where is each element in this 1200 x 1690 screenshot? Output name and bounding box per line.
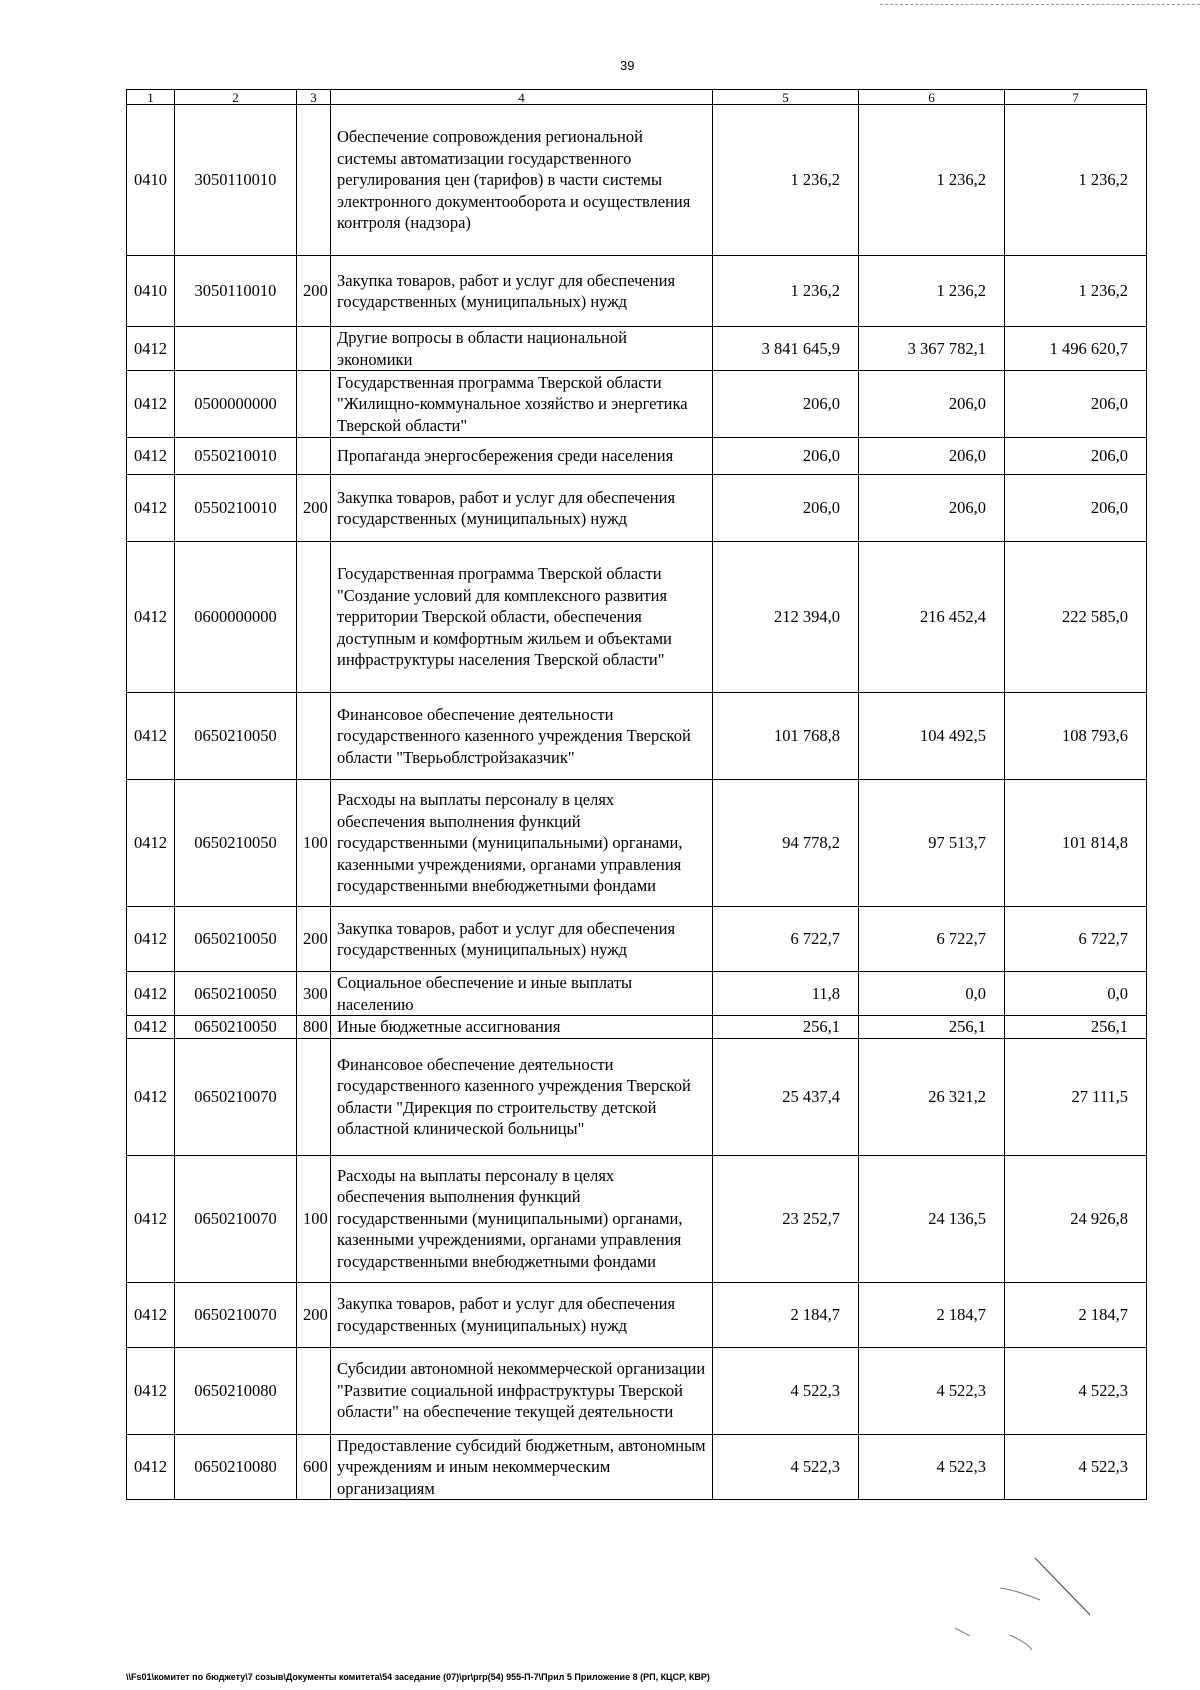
target-article-code: 0650210070	[175, 1282, 297, 1347]
table-row	[127, 1016, 1147, 1039]
expense-type-code	[297, 371, 331, 438]
expense-type-code	[297, 693, 331, 780]
table-row	[127, 438, 1147, 475]
section-code: 0412	[127, 1038, 175, 1155]
item-name: Расходы на выплаты персоналу в целях обеспечения выполнения функций государственными (муниципальными) органами, казенными учреждениями, органами управления государственными внебюджетными фондами	[331, 780, 713, 907]
amount-year-3: 4 522,3	[1005, 1347, 1147, 1434]
amount-year-3: 256,1	[1005, 1016, 1147, 1039]
amount-year-1: 94 778,2	[713, 780, 859, 907]
amount-year-1: 2 184,7	[713, 1282, 859, 1347]
item-name: Обеспечение сопровождения региональной системы автоматизации государственного регулирования цен (тарифов) в части системы электронного документооборота и осуществления контроля (надзора)	[331, 105, 713, 256]
target-article-code	[175, 327, 297, 371]
target-article-code: 0650210050	[175, 780, 297, 907]
section-code: 0412	[127, 475, 175, 542]
file-path-footer: \\Fs01\комитет по бюджету\7 созыв\Документы комитета\54 заседание (07)\pr\prp(54) 955-П-7\Прил 5 Приложение 8 (РП, КЦСР, КВР)	[126, 1672, 710, 1682]
amount-year-3: 1 236,2	[1005, 256, 1147, 327]
amount-year-1: 4 522,3	[713, 1347, 859, 1434]
expense-type-code: 200	[297, 475, 331, 542]
expense-type-code: 200	[297, 1282, 331, 1347]
table-row	[127, 256, 1147, 327]
amount-year-2: 256,1	[859, 1016, 1005, 1039]
section-code: 0412	[127, 542, 175, 693]
amount-year-2: 216 452,4	[859, 542, 1005, 693]
amount-year-2: 1 236,2	[859, 105, 1005, 256]
target-article-code: 0650210080	[175, 1434, 297, 1500]
amount-year-3: 222 585,0	[1005, 542, 1147, 693]
section-code: 0412	[127, 693, 175, 780]
target-article-code: 3050110010	[175, 256, 297, 327]
amount-year-1: 256,1	[713, 1016, 859, 1039]
amount-year-2: 2 184,7	[859, 1282, 1005, 1347]
item-name: Финансовое обеспечение деятельности государственного казенного учреждения Тверской области "Дирекция по строительству детской областной клинической больницы"	[331, 1038, 713, 1155]
expense-type-code: 100	[297, 780, 331, 907]
table-row	[127, 780, 1147, 907]
amount-year-1: 3 841 645,9	[713, 327, 859, 371]
table-row	[127, 907, 1147, 972]
expense-type-code	[297, 1038, 331, 1155]
header-col-2: 2	[175, 90, 297, 105]
amount-year-3: 24 926,8	[1005, 1155, 1147, 1282]
item-name: Финансовое обеспечение деятельности государственного казенного учреждения Тверской области "Тверьоблстройзаказчик"	[331, 693, 713, 780]
amount-year-3: 206,0	[1005, 438, 1147, 475]
amount-year-3: 0,0	[1005, 972, 1147, 1016]
table-row	[127, 1155, 1147, 1282]
amount-year-1: 206,0	[713, 371, 859, 438]
expense-type-code: 200	[297, 256, 331, 327]
amount-year-2: 1 236,2	[859, 256, 1005, 327]
amount-year-3: 1 496 620,7	[1005, 327, 1147, 371]
amount-year-3: 27 111,5	[1005, 1038, 1147, 1155]
section-code: 0412	[127, 1434, 175, 1500]
amount-year-1: 101 768,8	[713, 693, 859, 780]
amount-year-3: 206,0	[1005, 371, 1147, 438]
amount-year-1: 206,0	[713, 438, 859, 475]
amount-year-2: 6 722,7	[859, 907, 1005, 972]
item-name: Предоставление субсидий бюджетным, автономным учреждениям и иным некоммерческим организациям	[331, 1434, 713, 1500]
target-article-code: 0650210050	[175, 972, 297, 1016]
amount-year-3: 1 236,2	[1005, 105, 1147, 256]
header-col-4: 4	[331, 90, 713, 105]
target-article-code: 0600000000	[175, 542, 297, 693]
amount-year-1: 6 722,7	[713, 907, 859, 972]
target-article-code: 0550210010	[175, 475, 297, 542]
expense-type-code: 300	[297, 972, 331, 1016]
table-row	[127, 1282, 1147, 1347]
section-code: 0412	[127, 1155, 175, 1282]
amount-year-3: 2 184,7	[1005, 1282, 1147, 1347]
handwritten-signature	[940, 1540, 1090, 1650]
item-name: Расходы на выплаты персоналу в целях обеспечения выполнения функций государственными (муниципальными) органами, казенными учреждениями, органами управления государственными внебюджетными фондами	[331, 1155, 713, 1282]
table-row	[127, 693, 1147, 780]
section-code: 0412	[127, 1282, 175, 1347]
expense-type-code	[297, 542, 331, 693]
amount-year-1: 11,8	[713, 972, 859, 1016]
item-name: Социальное обеспечение и иные выплаты населению	[331, 972, 713, 1016]
amount-year-3: 206,0	[1005, 475, 1147, 542]
header-col-6: 6	[859, 90, 1005, 105]
item-name: Пропаганда энергосбережения среди населения	[331, 438, 713, 475]
section-code: 0412	[127, 438, 175, 475]
table-row	[127, 972, 1147, 1016]
target-article-code: 3050110010	[175, 105, 297, 256]
header-col-3: 3	[297, 90, 331, 105]
item-name: Закупка товаров, работ и услуг для обеспечения государственных (муниципальных) нужд	[331, 475, 713, 542]
item-name: Государственная программа Тверской области "Жилищно-коммунальное хозяйство и энергетика Тверской области"	[331, 371, 713, 438]
item-name: Субсидии автономной некоммерческой организации "Развитие социальной инфраструктуры Тверской области" на обеспечение текущей деятельности	[331, 1347, 713, 1434]
target-article-code: 0650210070	[175, 1155, 297, 1282]
table-row	[127, 327, 1147, 371]
amount-year-2: 206,0	[859, 475, 1005, 542]
amount-year-2: 97 513,7	[859, 780, 1005, 907]
amount-year-1: 1 236,2	[713, 105, 859, 256]
expense-type-code: 800	[297, 1016, 331, 1039]
section-code: 0412	[127, 371, 175, 438]
section-code: 0410	[127, 256, 175, 327]
target-article-code: 0650210050	[175, 907, 297, 972]
amount-year-3: 4 522,3	[1005, 1434, 1147, 1500]
scan-edge-line	[880, 4, 1200, 5]
header-row	[127, 90, 1147, 105]
section-code: 0412	[127, 327, 175, 371]
table-row	[127, 105, 1147, 256]
target-article-code: 0650210050	[175, 1016, 297, 1039]
item-name: Другие вопросы в области национальной экономики	[331, 327, 713, 371]
page-number: 39	[620, 58, 635, 73]
table-row	[127, 542, 1147, 693]
amount-year-2: 4 522,3	[859, 1347, 1005, 1434]
header-col-7: 7	[1005, 90, 1147, 105]
section-code: 0412	[127, 1016, 175, 1039]
table-row	[127, 1347, 1147, 1434]
amount-year-2: 206,0	[859, 371, 1005, 438]
section-code: 0410	[127, 105, 175, 256]
section-code: 0412	[127, 972, 175, 1016]
amount-year-2: 24 136,5	[859, 1155, 1005, 1282]
budget-table	[126, 89, 1147, 1500]
item-name: Иные бюджетные ассигнования	[331, 1016, 713, 1039]
amount-year-3: 101 814,8	[1005, 780, 1147, 907]
amount-year-1: 1 236,2	[713, 256, 859, 327]
amount-year-2: 206,0	[859, 438, 1005, 475]
amount-year-3: 108 793,6	[1005, 693, 1147, 780]
target-article-code: 0650210070	[175, 1038, 297, 1155]
section-code: 0412	[127, 1347, 175, 1434]
table-row	[127, 1038, 1147, 1155]
expense-type-code	[297, 105, 331, 256]
header-col-1: 1	[127, 90, 175, 105]
table-row	[127, 1434, 1147, 1500]
amount-year-2: 26 321,2	[859, 1038, 1005, 1155]
item-name: Закупка товаров, работ и услуг для обеспечения государственных (муниципальных) нужд	[331, 907, 713, 972]
amount-year-2: 3 367 782,1	[859, 327, 1005, 371]
target-article-code: 0650210080	[175, 1347, 297, 1434]
amount-year-3: 6 722,7	[1005, 907, 1147, 972]
target-article-code: 0550210010	[175, 438, 297, 475]
expense-type-code: 200	[297, 907, 331, 972]
target-article-code: 0650210050	[175, 693, 297, 780]
header-col-5: 5	[713, 90, 859, 105]
section-code: 0412	[127, 780, 175, 907]
expense-type-code: 100	[297, 1155, 331, 1282]
amount-year-1: 25 437,4	[713, 1038, 859, 1155]
amount-year-1: 4 522,3	[713, 1434, 859, 1500]
amount-year-2: 0,0	[859, 972, 1005, 1016]
amount-year-1: 206,0	[713, 475, 859, 542]
amount-year-1: 23 252,7	[713, 1155, 859, 1282]
target-article-code: 0500000000	[175, 371, 297, 438]
amount-year-1: 212 394,0	[713, 542, 859, 693]
item-name: Закупка товаров, работ и услуг для обеспечения государственных (муниципальных) нужд	[331, 1282, 713, 1347]
expense-type-code	[297, 327, 331, 371]
amount-year-2: 4 522,3	[859, 1434, 1005, 1500]
expense-type-code	[297, 1347, 331, 1434]
expense-type-code	[297, 438, 331, 475]
table-row	[127, 475, 1147, 542]
table-row	[127, 371, 1147, 438]
section-code: 0412	[127, 907, 175, 972]
item-name: Закупка товаров, работ и услуг для обеспечения государственных (муниципальных) нужд	[331, 256, 713, 327]
item-name: Государственная программа Тверской области "Создание условий для комплексного развития территории Тверской области, обеспечения доступным и комфортным жильем и объектами инфраструктуры населения Тверской области"	[331, 542, 713, 693]
amount-year-2: 104 492,5	[859, 693, 1005, 780]
expense-type-code: 600	[297, 1434, 331, 1500]
